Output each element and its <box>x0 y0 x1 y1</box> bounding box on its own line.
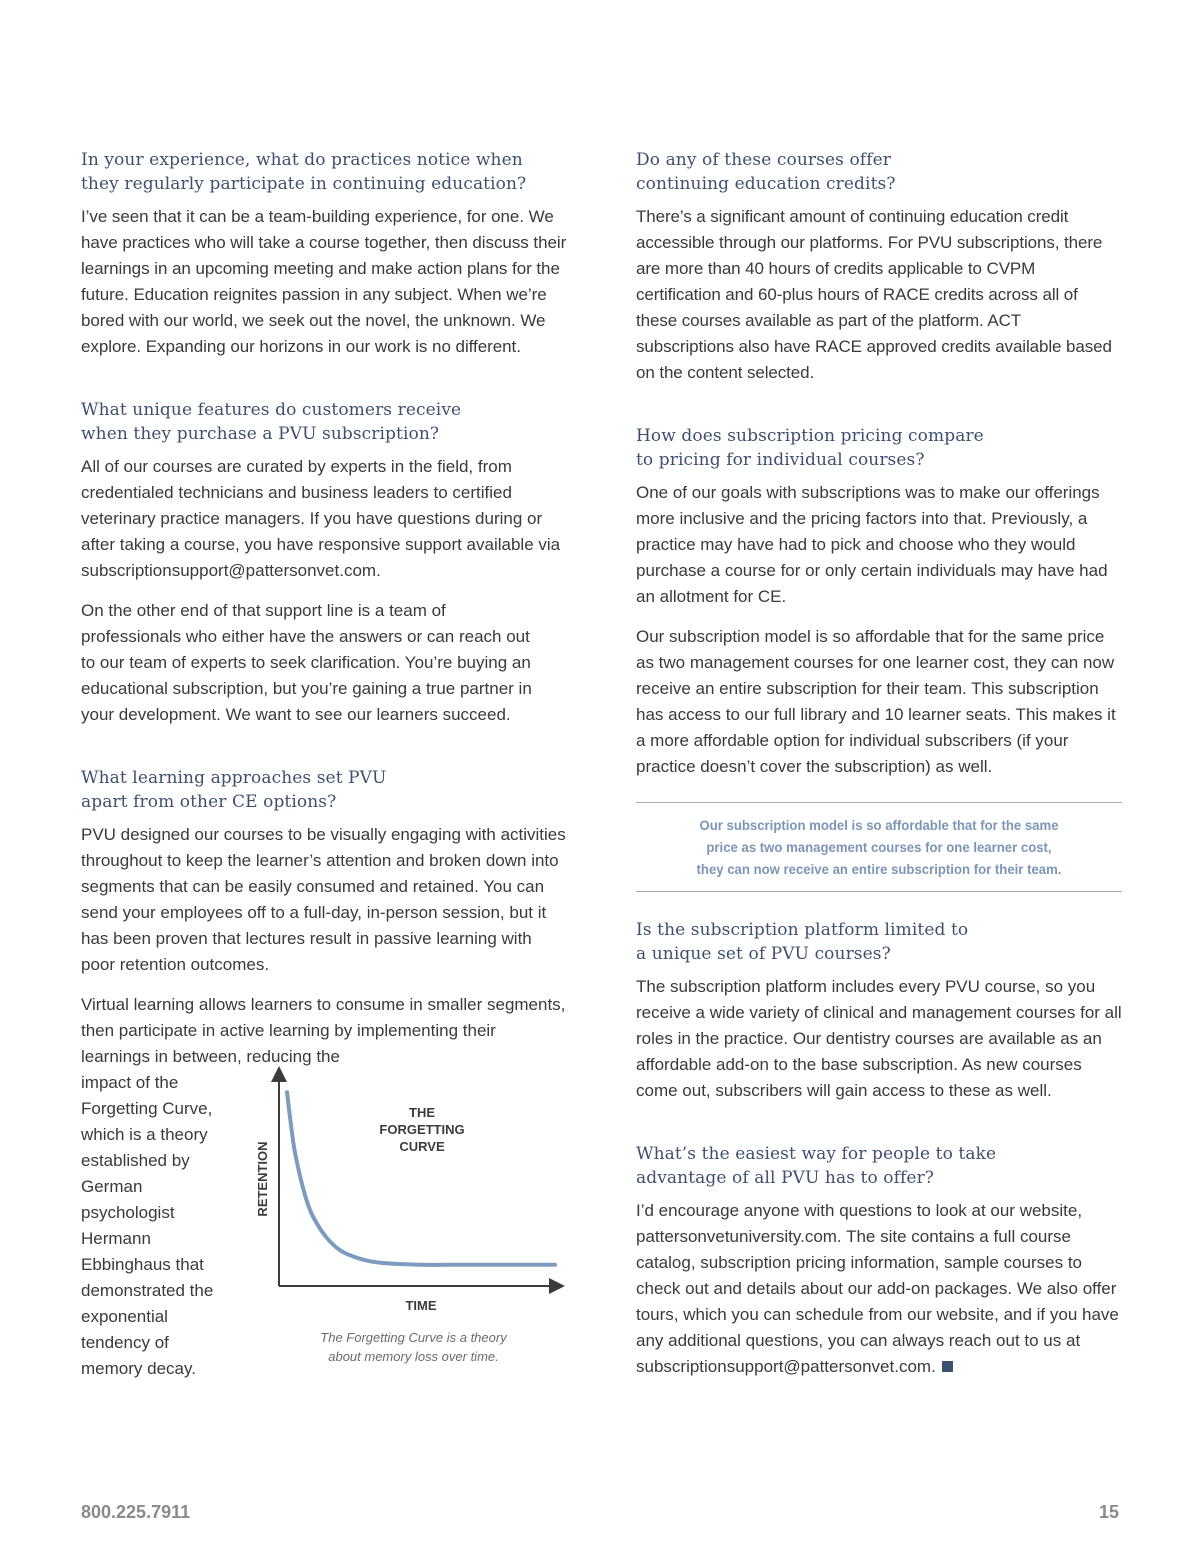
section-heading: Do any of these courses offer continuing education credits? <box>636 150 896 194</box>
body-paragraph: The subscription platform includes every PVU course, so you receive a wide variety of clinical and management courses for all roles in the practice. Our dentistry courses are available as an affordable add-on to the base subscription. As new courses come out, subscribers will gain access to these as well. <box>636 977 1122 1100</box>
body-paragraph: Our subscription model is so affordable that for the same price as two management courses for one learner cost, they can now receive an entire subscription for their team. This subscription has access to our full library and 10 learner seats. This makes it a more affordable option for individual subscribers (if your practice doesn’t cover the subscription) as well. <box>636 627 1116 776</box>
y-axis-label: RETENTION <box>255 1141 270 1217</box>
section-platform-limits <box>636 918 1122 1104</box>
section-heading: What learning approaches set PVU apart from other CE options? <box>81 768 387 812</box>
section-pricing <box>636 424 1122 780</box>
right-column <box>636 148 1122 1418</box>
end-of-article-mark <box>942 1361 953 1372</box>
body-paragraph: I’d encourage anyone with questions to look at our website, pattersonvetuniversity.com. The site contains a full course catalog, subscription pricing information, sample courses to check out and details about our add-on packages. We also offer tours, which you can schedule from our website, and if you have any additional questions, you can always reach out to us at subscriptionsupport@pattersonvet.com. <box>636 1201 1119 1376</box>
section-heading: In your experience, what do practices notice when they regularly participate in continuing education? <box>81 150 527 194</box>
x-axis-label: TIME <box>405 1298 437 1313</box>
forgetting-curve-chart <box>257 1064 567 1354</box>
body-paragraph: impact of the Forgetting Curve, which is a theory established by German psychologist Hermann Ebbinghaus that demonstrated the exponential tendency of memory decay. <box>81 1073 214 1378</box>
chart-title-line: CURVE <box>399 1139 445 1154</box>
body-paragraph: On the other end of that support line is a team of professionals who either have the answers or can reach out to our team of experts to seek clarification. You’re buying an educational subscription, but you’re gaining a true partner in your development. We want to see our learners succeed. <box>81 601 532 724</box>
chart-caption: The Forgetting Curve is a theory about memory loss over time. <box>320 1330 507 1364</box>
body-paragraph: PVU designed our courses to be visually engaging with activities throughout to keep the learner’s attention and broken down into segments that can be easily consumed and retained. You can send your employees off to a full-day, in-person session, but it has been proven that lectures result in passive learning with poor retention outcomes. <box>81 825 566 974</box>
page-number: 15 <box>1098 1502 1119 1522</box>
section-learning-approaches <box>81 766 567 1388</box>
section-heading: Is the subscription platform limited to a unique set of PVU courses? <box>636 920 969 964</box>
forgetting-curve-block <box>81 1070 567 1388</box>
pull-quote: Our subscription model is so affordable that for the same price as two management courses for one learner cost, they can now receive an entire subscription for their team. <box>636 802 1122 892</box>
section-practices-notice <box>81 148 567 360</box>
chart-title-line: THE <box>409 1105 435 1120</box>
left-column <box>81 148 567 1388</box>
section-unique-features <box>81 398 567 728</box>
section-easiest-way <box>636 1142 1122 1380</box>
wrapped-text <box>81 1070 231 1382</box>
section-heading: How does subscription pricing compare to pricing for individual courses? <box>636 426 984 470</box>
body-paragraph: All of our courses are curated by experts in the field, from credentialed technicians and business leaders to certified veterinary practice managers. If you have questions during or after taking a course, you have responsive support available via subscriptionsupport@pattersonvet.com. <box>81 457 561 580</box>
footer-phone: 800.225.7911 <box>81 1502 191 1522</box>
body-paragraph: One of our goals with subscriptions was to make our offerings more inclusive and the pricing factors into that. Previously, a practice may have had to pick and choose who they would purchase a course for or only certain individuals may have had an allotment for CE. <box>636 483 1108 606</box>
body-paragraph: I’ve seen that it can be a team-building experience, for one. We have practices who will take a course together, then discuss their learnings in an upcoming meeting and make action plans for the future. Education reignites passion in any subject. When we’re bored with our world, we seek out the novel, the unknown. We explore. Expanding our horizons in our work is no different. <box>81 207 567 356</box>
section-ce-credits <box>636 148 1122 386</box>
chart-title-line: FORGETTING <box>379 1122 465 1137</box>
body-paragraph: There’s a significant amount of continuing education credit accessible through our platforms. For PVU subscriptions, there are more than 40 hours of credits applicable to CVPM certification and 60-plus hours of RACE credits across all of these courses available as part of the platform. ACT subscriptions also have RACE approved credits available based on the content selected. <box>636 207 1112 382</box>
section-heading: What unique features do customers receive when they purchase a PVU subscription? <box>81 400 462 444</box>
section-heading: What’s the easiest way for people to take advantage of all PVU has to offer? <box>636 1144 997 1188</box>
body-paragraph: Virtual learning allows learners to consume in smaller segments, then participate in active learning by implementing their learnings in between, reducing the <box>81 995 566 1066</box>
